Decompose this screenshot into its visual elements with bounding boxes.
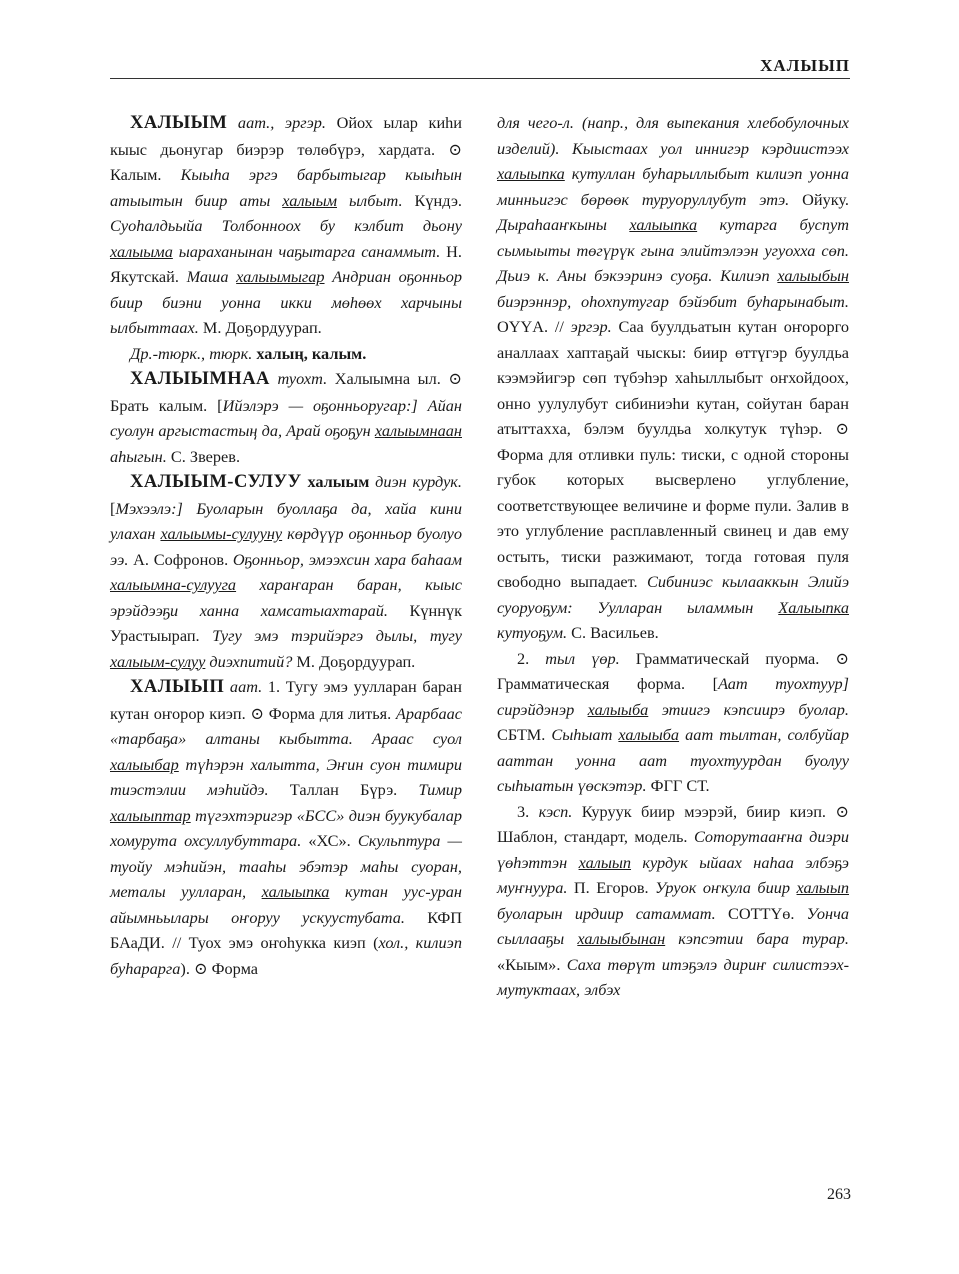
example-word: халыым-сулуу	[110, 651, 206, 671]
example-word: халыып	[578, 852, 632, 872]
headword: ХАЛЫЫП	[130, 677, 225, 697]
example-word: халыыба	[587, 699, 649, 719]
example-word: халыыбын	[777, 266, 849, 285]
example-word: халыымна-сулууга	[110, 575, 237, 594]
entry-khalyym-suluu: ХАЛЫЫМ-СУЛУУ халыым диэн курдук. [Мэхээлэ:] Буоларын буоллаҕа да, хайа кини улахан халыымы-сулууну көрдүүр оҕонньор буолуо ээ. А. Софронов. Оҕонньор, эмээхсин хара баһаам халыымна-сулууга хараҥаран баран, кыыс эрэйдээҕи ханна хамсатыахтарай. Күннүк Урастыырап. Тугу эмэ тэрийэргэ дылы, тугу халыым-сулуу диэхпитий? М. Доҕордуурап.	[110, 472, 462, 671]
example-word: халыымы-сулууну	[160, 524, 283, 543]
example-word: халыым	[282, 190, 337, 210]
example-word: халыыптар	[110, 805, 191, 825]
example-word: халыымнаан	[374, 421, 462, 440]
entry-khalyyp: ХАЛЫЫП аат. 1. Тугу эмэ уулларан баран кутан оҥорор киэп. ⊙ Форма для литья. Арарбаас «тарбаҕа» алтаны кыбытта. Араас суол халыыбар түһэрэн халытта, Эҥин суон тимири тиэстэлии мэһийдэ. Таллан Бүрэ. Тимир халыыптар түгэхтэригэр «БСС» диэн буукубалар хомурута охсуллубуттара. «ХС». Скульптура — туойу мэһийэн, тааһы эбэтэр маһы суоран, металы уулларан, халыыпка кутан уус-уран айымньылары оҥоруу ускуустубата. КФП БАаДИ. // Туох эмэ оҥоһукка киэп (хол., килиэп буһарарга). ⊙ Форма	[110, 677, 462, 978]
headword: ХАЛЫЫМ-СУЛУУ	[130, 472, 302, 492]
example-word: халыыпка	[261, 882, 330, 901]
sense-3: 3. кэсп. Куруук биир мээрэй, биир киэп. ⊙ Шаблон, стандарт, модель. Соторутааҥна диэри үөһэттэн халыып курдук ыйаах наһаа элбэҕэ муҥнуура. П. Егоров. Уруок оҥкула биир халыып буоларын ирдиир сатаммат. СОТТҮө. Уонча сыллааҕы халыыбынан кэпсэтии бара турар. «Кыым». Саха төрүт итэҕэлэ дириҥ силистээх-мутуктаах, элбэх	[497, 801, 849, 999]
example-word: халыыбынан	[577, 929, 666, 948]
page-number: 263	[827, 1186, 851, 1203]
example-word: халыыба	[618, 725, 680, 744]
running-head: ХАЛЫЫП	[760, 56, 850, 75]
example-word: халыымыгар	[236, 267, 325, 286]
example-word: халыыма	[110, 241, 173, 261]
etymology-note: Др.-тюрк., тюрк. халың, калым.	[130, 343, 367, 363]
example-word: халыыпка	[629, 215, 698, 234]
left-column	[110, 110, 462, 981]
example-word: халыыпка	[497, 164, 565, 183]
entry-khalyyp-continued: для чего-л. (напр., для выпекания хлебобулочных изделий). Кыыстаах уол иннигэр кэрдиистээх халыыпка кутуллан буһарыллыбыт килиэп уонна минньигэс бөрөөк туруоруллубут этэ. Ойуку. Дыраһааҥкыны халыыпка кутарга буспут сымыыты төгүрүк гына элийтэлээн угуохха сөп. Дьиэ к. Аны бэкээринэ суоҕа. Килиэп халыыбын биэрэннэр, оһохпутугар бэйэбит буһарынабыт. ОҮҮА. // эргэр. Саа буулдьатын кутан оҥорорго аналлаах хаптаҕай чыскы: биир өттүгэр буулдьа кээмэйигэр сөп түбэһэр хаһыллыбыт оҥхойдоох, онно уулулубут сибиниэһи кутан, сойутан баран атыттахха, бэлэм буулдьа холкутук түһэр. ⊙ Форма для отливки пуль: тиски, с одной стороны губок которых высверлено углубление, соответствующее величине и форме пули. Залив в это углубление расплавленный свинец и дав ему остыть, тиски разжимают, тогда готовая пуля свободно выпадает. Сибиниэс кылааккын Элийэ суоруоҕум: Уулларан ыламмын Халыыпка кутуоҕум. С. Васильев.	[497, 113, 849, 642]
headword: ХАЛЫЫМ	[130, 113, 228, 133]
headword: ХАЛЫЫМНАА	[130, 369, 270, 389]
entry-khalyymnaa: ХАЛЫЫМНАА туохт. Халыымна ыл. ⊙ Брать калым. [Ийэлэрэ — оҕонньоругар:] Айан суолун аргыстастың да, Арай оҕоҕун халыымнаан аһыгын. С. Зверев.	[110, 369, 463, 466]
example-word: Халыыпка	[778, 597, 849, 617]
entry-khalyym: ХАЛЫЫМ аат., эргэр. Ойох ылар киһи кыыс дьонугар биэрэр төлөбүрэ, хардата. ⊙ Калым. Кыыһа эргэ барбытыгар кыыһын атыытын биир аты халыым ылбыт. Күндэ. Суоһалдьыйа Толбонноох бу кэлбит дьону халыыма ыараханынан чаҕытарга санаммыт. Н. Якутскай. Маша халыымыгар Андриан оҕонньор биир биэни уонна икки мөһөөх харчыны ылбыттаах. М. Доҕордуурап.	[110, 113, 463, 337]
page-header	[110, 54, 850, 79]
right-column	[497, 110, 849, 1003]
example-word: халыып	[796, 878, 849, 897]
sense-2: 2. тыл үөр. Грамматическай пуорма. ⊙ Грамматическая форма. [Аат туохтуур] сирэйдэнэр халыыба этиигэ кэпсиирэ буолар. СБТМ. Сыһыат халыыба аат тылтан, солбуйар ааттан уонна аат туохтуурдан буолуу сыһыатын үөскэтэр. ФГГ СТ.	[497, 648, 850, 795]
example-word: халыыбар	[110, 754, 179, 774]
